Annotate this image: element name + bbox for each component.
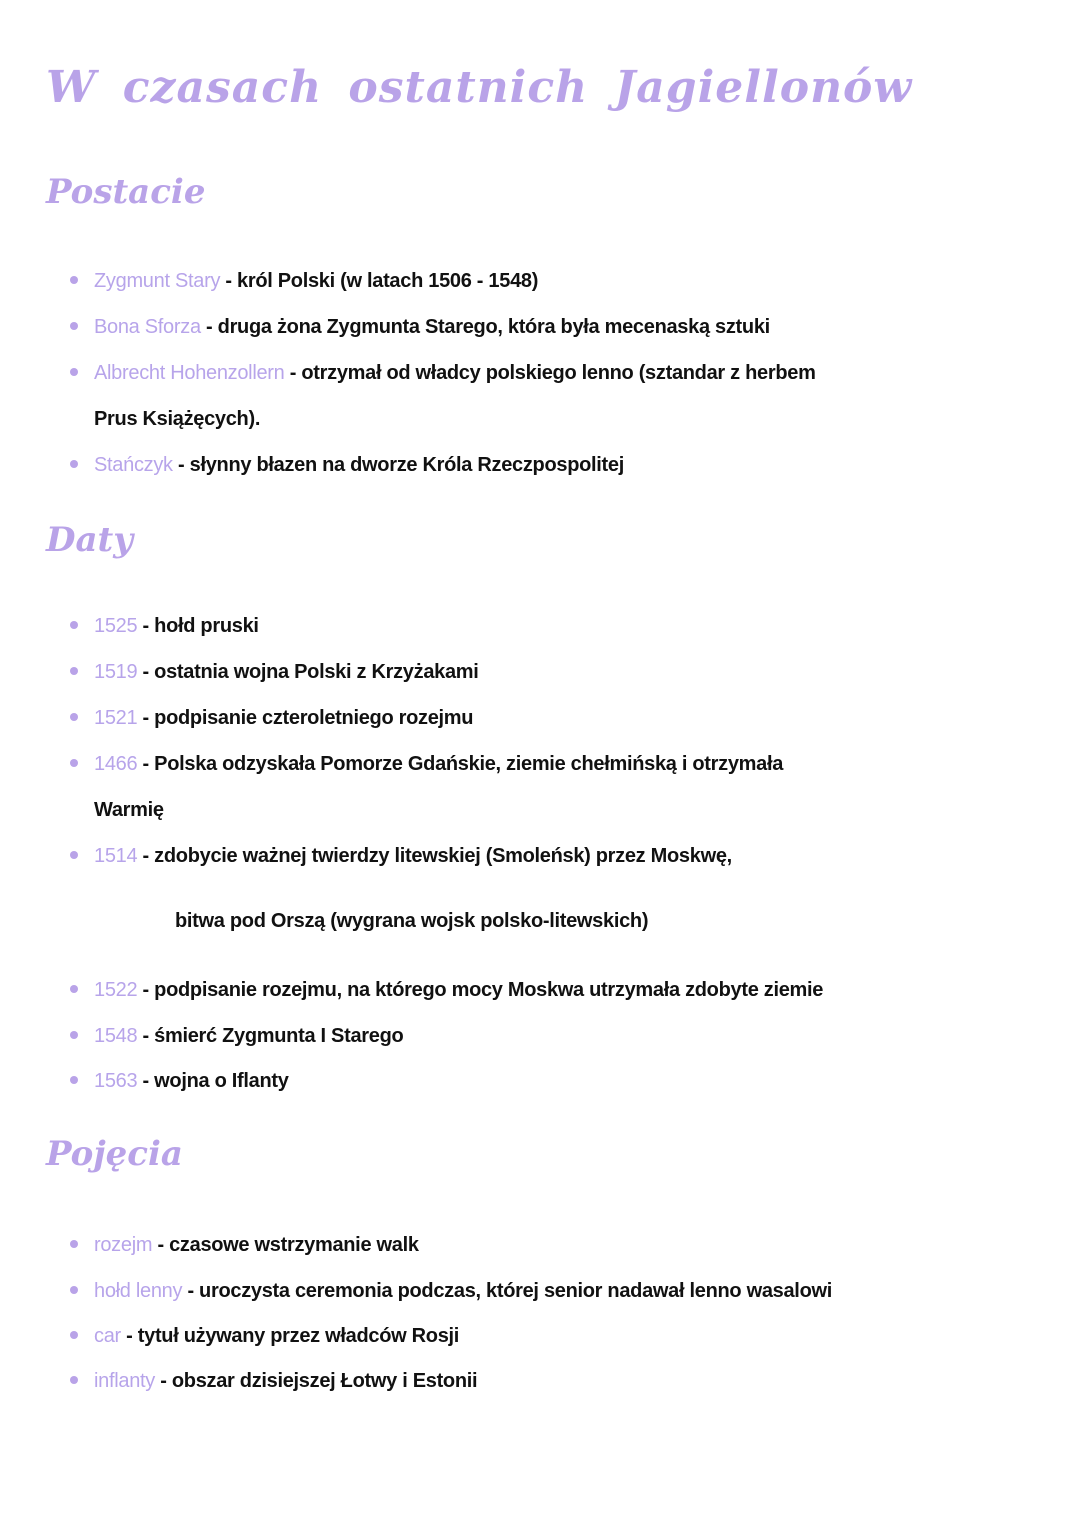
definition: - obszar dzisiejszej Łotwy i Estonii bbox=[154, 1370, 478, 1392]
date: 1563 bbox=[94, 1070, 138, 1092]
list-item bbox=[70, 657, 479, 687]
bullet-icon bbox=[70, 667, 78, 675]
bullet-icon bbox=[70, 851, 78, 859]
definition: - śmierć Zygmunta I Starego bbox=[137, 1025, 404, 1047]
bullet-icon bbox=[70, 460, 78, 468]
date: 1522 bbox=[94, 979, 138, 1001]
bullet-icon bbox=[70, 1076, 78, 1084]
list-item bbox=[70, 703, 473, 733]
definition: - otrzymał od władcy polskiego lenno (sztandar z herbem bbox=[284, 362, 816, 384]
list-item bbox=[70, 749, 783, 779]
date: 1466 bbox=[94, 753, 138, 775]
list-item bbox=[70, 611, 259, 641]
definition: - Polska odzyskała Pomorze Gdańskie, ziemie chełmińską i otrzymała bbox=[137, 753, 784, 775]
date: 1519 bbox=[94, 661, 138, 683]
definition: - tytuł używany przez władców Rosji bbox=[120, 1325, 460, 1347]
list-item bbox=[70, 1021, 403, 1051]
term: inflanty bbox=[94, 1370, 155, 1392]
term: car bbox=[94, 1325, 121, 1347]
bullet-icon bbox=[70, 985, 78, 993]
definition: - podpisanie czteroletniego rozejmu bbox=[137, 707, 474, 729]
term: Bona Sforza bbox=[94, 316, 201, 338]
definition: - zdobycie ważnej twierdzy litewskiej (Smoleńsk) przez Moskwę, bbox=[137, 845, 732, 867]
list-item bbox=[70, 1366, 477, 1396]
bullet-icon bbox=[70, 621, 78, 629]
bullet-icon bbox=[70, 322, 78, 330]
date: 1548 bbox=[94, 1025, 138, 1047]
page-title: W czasach ostatnich Jagiellonów bbox=[46, 62, 913, 113]
definition: - wojna o Iflanty bbox=[137, 1070, 289, 1092]
bullet-icon bbox=[70, 1240, 78, 1248]
definition-continuation: Warmię bbox=[94, 799, 164, 821]
bullet-icon bbox=[70, 713, 78, 721]
bullet-icon bbox=[70, 368, 78, 376]
section-heading-postacie: Postacie bbox=[46, 172, 206, 212]
list-item bbox=[70, 1276, 832, 1306]
definition-continuation: bitwa pod Orszą (wygrana wojsk polsko-litewskich) bbox=[175, 910, 649, 932]
bullet-icon bbox=[70, 1376, 78, 1384]
list-item bbox=[70, 1066, 289, 1096]
definition: - uroczysta ceremonia podczas, której senior nadawał lenno wasalowi bbox=[182, 1280, 832, 1302]
list-item bbox=[70, 1230, 419, 1260]
bullet-icon bbox=[70, 1286, 78, 1294]
date: 1521 bbox=[94, 707, 138, 729]
definition: - druga żona Zygmunta Starego, która była mecenaską sztuki bbox=[200, 316, 770, 338]
list-item bbox=[70, 1321, 459, 1351]
section-heading-daty: Daty bbox=[46, 520, 133, 560]
bullet-icon bbox=[70, 276, 78, 284]
definition: - król Polski (w latach 1506 - 1548) bbox=[220, 270, 539, 292]
bullet-icon bbox=[70, 1031, 78, 1039]
bullet-icon bbox=[70, 759, 78, 767]
term: hołd lenny bbox=[94, 1280, 183, 1302]
definition-continuation: Prus Książęcych). bbox=[94, 408, 261, 430]
date: 1514 bbox=[94, 845, 138, 867]
list-item bbox=[70, 358, 816, 388]
list-item bbox=[70, 312, 770, 342]
section-heading-pojecia: Pojęcia bbox=[46, 1134, 183, 1174]
date: 1525 bbox=[94, 615, 138, 637]
list-item bbox=[70, 450, 624, 480]
definition: - podpisanie rozejmu, na którego mocy Moskwa utrzymała zdobyte ziemie bbox=[137, 979, 824, 1001]
term: Zygmunt Stary bbox=[94, 270, 221, 292]
bullet-icon bbox=[70, 1331, 78, 1339]
list-item bbox=[70, 266, 538, 296]
definition: - ostatnia wojna Polski z Krzyżakami bbox=[137, 661, 479, 683]
definition: - czasowe wstrzymanie walk bbox=[152, 1234, 419, 1256]
definition: - hołd pruski bbox=[137, 615, 259, 637]
term: Albrecht Hohenzollern bbox=[94, 362, 285, 384]
term: Stańczyk bbox=[94, 454, 173, 476]
term: rozejm bbox=[94, 1234, 153, 1256]
list-item bbox=[70, 975, 823, 1005]
list-item bbox=[70, 841, 732, 871]
definition: - słynny błazen na dworze Króla Rzeczpospolitej bbox=[172, 454, 624, 476]
